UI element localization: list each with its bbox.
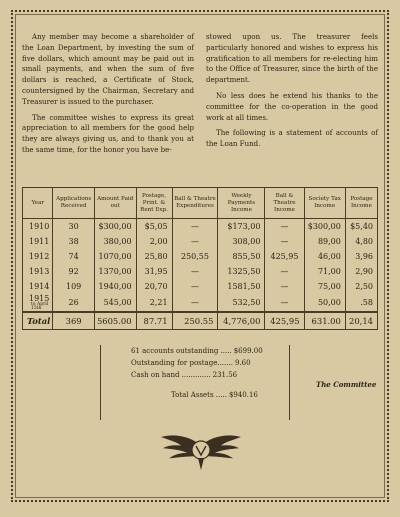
cell-tax: $300,00 [304,219,345,235]
cell-paid: 1940,00 [94,279,136,294]
cell-apps: 109 [53,279,94,294]
cell-post-inc: .58 [345,294,377,312]
accounts-table [22,187,378,330]
cell-post-inc: 2,90 [345,264,377,279]
header-weekly-income: Weekly Payments Income [218,188,265,219]
cell-year: 1915 to April 15th [23,294,53,312]
total-post-inc: 20,14 [345,312,377,330]
summary-total [171,389,289,401]
cell-year: 1911 [23,234,53,249]
paragraph: No less does he extend his thanks to the committee for the co-operation in the good work at all times. [206,90,378,122]
paragraph: Any member may become a shareholder of the Loan Department, by investing the sum of five dollars, which amount may be paid out in small payments, and when the sum of five dollars is reached, a Certificate of Stock, countersigned by the Chairman, Secretary and Treasurer is issued to the purchaser. [22,32,194,106]
signature: The Committee [316,380,377,389]
cell-paid: 380,00 [94,234,136,249]
cell-tax: 46,00 [304,249,345,264]
table-row [23,234,378,249]
total-ball-inc: 425,95 [265,312,304,330]
cell-ball-exp: — [172,219,218,235]
cell-ball-exp: — [172,294,218,312]
intro-text [22,32,378,161]
cell-paid: 1070,00 [94,249,136,264]
table-row [23,294,378,312]
summary-line [131,345,289,357]
cell-paid: 1370,00 [94,264,136,279]
cell-ball-inc: 425,95 [265,249,304,264]
total-postage: 87.71 [136,312,172,330]
total-row [23,312,378,330]
header-postage-exp: Postage, Print. & Rent Exp. [136,188,172,219]
cell-ball-exp: 250,55 [172,249,218,264]
summary-label: 61 accounts outstanding ..... [131,347,232,355]
cell-year: 1910 [23,219,53,235]
cell-tax: 71,00 [304,264,345,279]
table-row [23,279,378,294]
cell-tax: 89,00 [304,234,345,249]
cell-ball-exp: — [172,234,218,249]
cell-ball-inc: — [265,264,304,279]
cell-apps: 38 [53,234,94,249]
cell-tax: 75,00 [304,279,345,294]
cell-year: 1914 [23,279,53,294]
summary-label: Outstanding for postage....... [131,359,233,367]
cell-ball-inc: — [265,219,304,235]
cell-tax: 50,00 [304,294,345,312]
total-assets-value: $940.16 [228,391,258,399]
cell-postage: 2,21 [136,294,172,312]
cell-postage: 20,70 [136,279,172,294]
summary-value: $699.00 [233,347,263,355]
cell-paid: 545,00 [94,294,136,312]
left-column [22,32,194,161]
cell-weekly: $173,00 [218,219,265,235]
total-weekly: 4,776,00 [218,312,265,330]
header-year: Year [23,188,53,219]
cell-apps: 74 [53,249,94,264]
header-ball-exp: Ball & Theatre Expenditures [172,188,218,219]
summary-value: 9.60 [234,359,251,367]
cell-postage: 31,95 [136,264,172,279]
year-note: to April 15th [31,302,49,311]
cell-post-inc: $5,40 [345,219,377,235]
cell-apps: 26 [53,294,94,312]
summary-label: Cash on hand ............. [131,371,211,379]
header-ball-income: Ball & Theatre Income [265,188,304,219]
table-row [23,219,378,235]
table-row [23,249,378,264]
paragraph: The committee wishes to express its great appreciation to all members for the good help they are always giving us, and to thank you at the same time, for the honor you have be- [22,112,194,154]
cell-paid: $300,00 [94,219,136,235]
summary-line [131,357,289,369]
header-applications: Applications Received [53,188,94,219]
total-tax: 631.00 [304,312,345,330]
header-amount-paid: Amount Paid out [94,188,136,219]
cell-apps: 92 [53,264,94,279]
cell-weekly: 855,50 [218,249,265,264]
right-column [206,32,378,161]
table-header-row [23,188,378,219]
summary-value: 231.56 [212,371,238,379]
cell-ball-inc: — [265,279,304,294]
cell-apps: 30 [53,219,94,235]
paragraph: stowed upon us. The treasurer feels particularly honored and wishes to express his gratification to all members for re-electing him to the Office of Treasurer, since the birth of the department. [206,32,378,85]
cell-postage: 25,80 [136,249,172,264]
cell-weekly: 1581,50 [218,279,265,294]
cell-ball-inc: — [265,234,304,249]
total-ball-exp: 250.55 [172,312,218,330]
total-assets-label: Total Assets ..... [171,391,227,399]
cell-post-inc: 2,50 [345,279,377,294]
header-postage-income: Postage Income [345,188,377,219]
total-label: Total [23,312,53,330]
cell-ball-exp: — [172,279,218,294]
cell-post-inc: 4,80 [345,234,377,249]
cell-year: 1913 [23,264,53,279]
total-apps: 369 [53,312,94,330]
assets-summary [100,345,290,420]
cell-weekly: 1325,50 [218,264,265,279]
cell-weekly: 308,00 [218,234,265,249]
cell-ball-inc: — [265,294,304,312]
cell-weekly: 532,50 [218,294,265,312]
cell-year: 1912 [23,249,53,264]
summary-line [131,369,289,381]
table-row [23,264,378,279]
cell-post-inc: 3,96 [345,249,377,264]
header-tax-income: Society Tax Income [304,188,345,219]
winged-emblem-icon [160,428,242,474]
total-paid: 5605.00 [94,312,136,330]
cell-ball-exp: — [172,264,218,279]
cell-postage: 2,00 [136,234,172,249]
paragraph: The following is a statement of accounts of the Loan Fund. [206,128,378,149]
cell-postage: $5,05 [136,219,172,235]
